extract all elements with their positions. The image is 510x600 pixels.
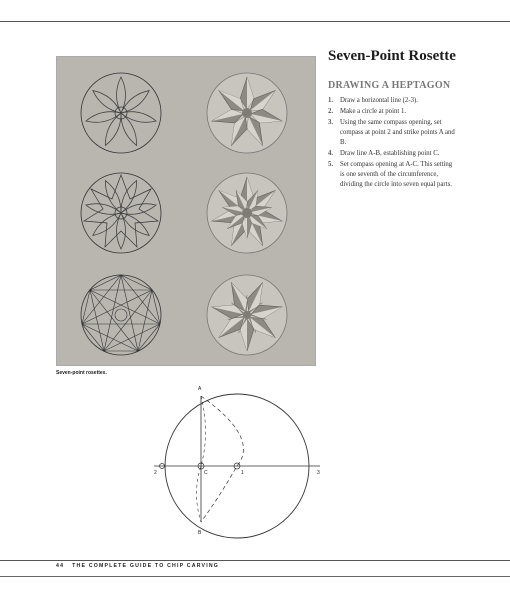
label-1: 1 xyxy=(241,470,244,476)
step-number: 2. xyxy=(328,108,334,115)
section-subtitle: DRAWING A HEPTAGON xyxy=(328,80,451,91)
list-item xyxy=(328,96,458,106)
list-item xyxy=(328,107,458,117)
label-a: A xyxy=(198,386,202,392)
step-text: Set compass opening at A-C. This setting is one seventh of the circumference, dividing the circle into seven equal parts. xyxy=(340,161,453,188)
step-text: Draw a horizontal line (2-3). xyxy=(340,97,418,104)
rosettes-illustration xyxy=(57,57,315,365)
step-number: 4. xyxy=(328,150,334,157)
rosettes-photo xyxy=(56,56,316,366)
drawn-rosette-2 xyxy=(81,173,161,253)
book-title: THE COMPLETE GUIDE TO CHIP CARVING xyxy=(72,563,220,569)
footer-rule xyxy=(0,560,510,561)
list-item xyxy=(328,118,458,148)
carved-rosette-3 xyxy=(207,275,287,355)
list-item xyxy=(328,160,458,190)
page-number: 44 xyxy=(56,563,65,569)
carved-rosette-1 xyxy=(207,73,287,153)
top-rule xyxy=(0,21,510,22)
step-number: 5. xyxy=(328,161,334,168)
heptagon-diagram xyxy=(140,378,340,548)
label-2: 2 xyxy=(154,470,157,476)
photo-caption: Seven-point rosettes. xyxy=(56,370,107,376)
compass-arc xyxy=(201,396,243,522)
label-3: 3 xyxy=(317,470,320,476)
footer-rule-2 xyxy=(0,576,510,577)
drawn-rosette-1 xyxy=(81,73,161,153)
step-text: Make a circle at point 1. xyxy=(340,108,407,115)
step-text: Using the same compass opening, set compass at point 2 and strike points A and B. xyxy=(340,119,455,146)
steps-list xyxy=(328,96,458,191)
page-footer xyxy=(56,563,219,569)
label-b: B xyxy=(198,530,202,536)
step-number: 3. xyxy=(328,119,334,126)
drawn-rosette-3 xyxy=(81,275,161,355)
step-number: 1. xyxy=(328,97,334,104)
step-text: Draw line A-B, establishing point C. xyxy=(340,150,440,157)
carved-rosette-2 xyxy=(207,173,287,253)
label-c: C xyxy=(204,470,208,476)
page-title: Seven-Point Rosette xyxy=(328,48,456,64)
list-item xyxy=(328,149,458,159)
